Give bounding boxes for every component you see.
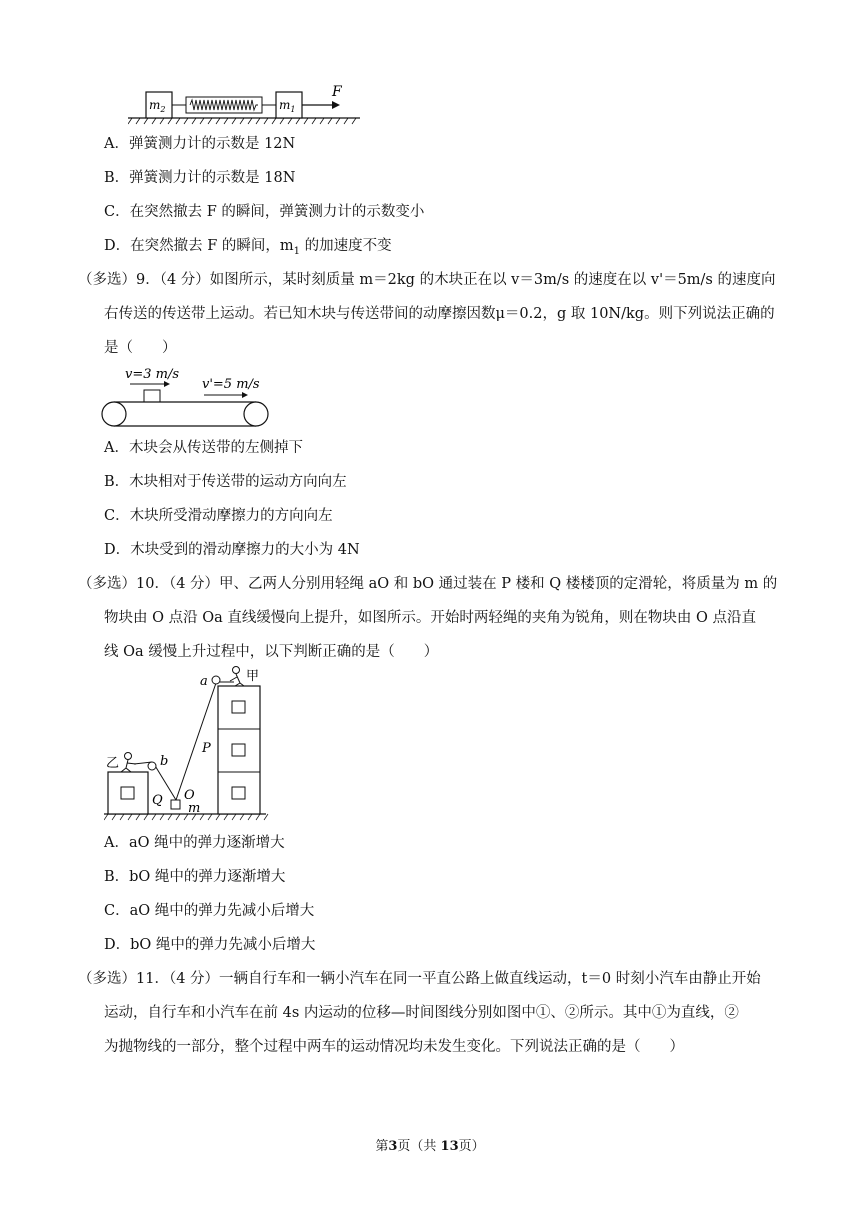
q10-option-d: D．bO 绳中的弹力先减小后增大: [104, 937, 316, 953]
conveyor-belt-figure: [100, 362, 280, 430]
pulley-b: [148, 762, 156, 770]
belt-velocity-label: v'=5 m/s: [202, 377, 260, 392]
force-arrowhead: [332, 101, 340, 109]
q10-option-b: B．bO 绳中的弹力逐渐增大: [104, 869, 286, 885]
m2-sub: 2: [160, 105, 166, 114]
page-footer: 第3页（共 13页）: [375, 1139, 485, 1154]
q11-stem-line-1: （多选）11．（4 分）一辆自行车和一辆小汽车在同一平直公路上做直线运动，t＝0 时刻小汽车由静止开始: [78, 971, 761, 987]
pulley-a: [212, 676, 220, 684]
q9-option-b: B．木块相对于传送带的运动方向向左: [104, 474, 347, 490]
person-jia: [230, 667, 244, 687]
q9-option-a: A．木块会从传送带的左侧掉下: [104, 440, 303, 456]
person-yi: [121, 753, 136, 773]
left-roller: [102, 402, 126, 426]
m1-label: m: [279, 98, 291, 112]
current-page: 3: [388, 1139, 398, 1154]
right-roller: [244, 402, 268, 426]
label-b: b: [160, 754, 169, 769]
force-label: F: [332, 84, 342, 100]
q8-option-b: B．弹簧测力计的示数是 18N: [104, 170, 296, 186]
q9-option-c: C．木块所受滑动摩擦力的方向向左: [104, 508, 333, 524]
wooden-block: [144, 390, 160, 402]
q10-stem-line-1: （多选）10．（4 分）甲、乙两人分别用轻绳 aO 和 bO 通过装在 P 楼和 Q 楼楼顶的定滑轮，将质量为 m 的: [78, 576, 778, 592]
q11-stem-line-2: 运动，自行车和小汽车在前 4s 内运动的位移—时间图线分别如图中①、②所示。其中①为直线，②: [104, 1005, 739, 1021]
pulley-buildings-figure: [104, 664, 274, 828]
label-a: a: [200, 674, 208, 689]
label-o: O: [184, 788, 195, 803]
q9-option-d: D．木块受到的滑动摩擦力的大小为 4N: [104, 542, 360, 558]
q9-stem-line-3: 是（ ）: [104, 340, 177, 356]
label-p: P: [202, 741, 211, 756]
q10-option-c: C．aO 绳中的弹力先减小后增大: [104, 903, 315, 919]
q10-stem-line-2: 物块由 O 点沿 Oa 直线缓慢向上提升，如图所示。开始时两轻绳的夹角为锐角，则在物块由 O 点沿直: [104, 610, 756, 626]
total-pages: 13: [440, 1139, 459, 1154]
q9-stem-line-1: （多选）9．（4 分）如图所示，某时刻质量 m＝2kg 的木块正在以 v＝3m/s 的速度在以 v'＝5m/s 的速度向: [78, 272, 776, 288]
q10-stem-line-3: 线 Oa 缓慢上升过程中，以下判断正确的是（ ）: [104, 644, 439, 660]
q8-option-d: D．在突然撤去 F 的瞬间，$m_1$ 的加速度不变: [104, 238, 392, 257]
q8-option-c: C．在突然撤去 F 的瞬间，弹簧测力计的示数变小: [104, 204, 425, 220]
m2-label: m: [149, 98, 161, 112]
block-m: [171, 800, 180, 809]
label-q: Q: [152, 793, 163, 808]
block-velocity-label: v=3 m/s: [125, 367, 180, 382]
q9-stem-line-2: 右传送的传送带上运动。若已知木块与传送带间的动摩擦因数μ＝0.2，g 取 10N/kg。则下列说法正确的: [104, 306, 775, 322]
label-m: m: [188, 801, 201, 816]
spring-blocks-figure: [128, 82, 368, 126]
q11-stem-line-3: 为抛物线的一部分，整个过程中两车的运动情况均未发生变化。下列说法正确的是（ ）: [104, 1039, 684, 1055]
m1-sub: 1: [290, 105, 296, 114]
q10-option-a: A．aO 绳中的弹力逐渐增大: [104, 835, 285, 851]
label-yi: 乙: [106, 756, 120, 771]
q8-option-a: A．弹簧测力计的示数是 12N: [104, 136, 296, 152]
label-jia: 甲: [246, 669, 260, 684]
